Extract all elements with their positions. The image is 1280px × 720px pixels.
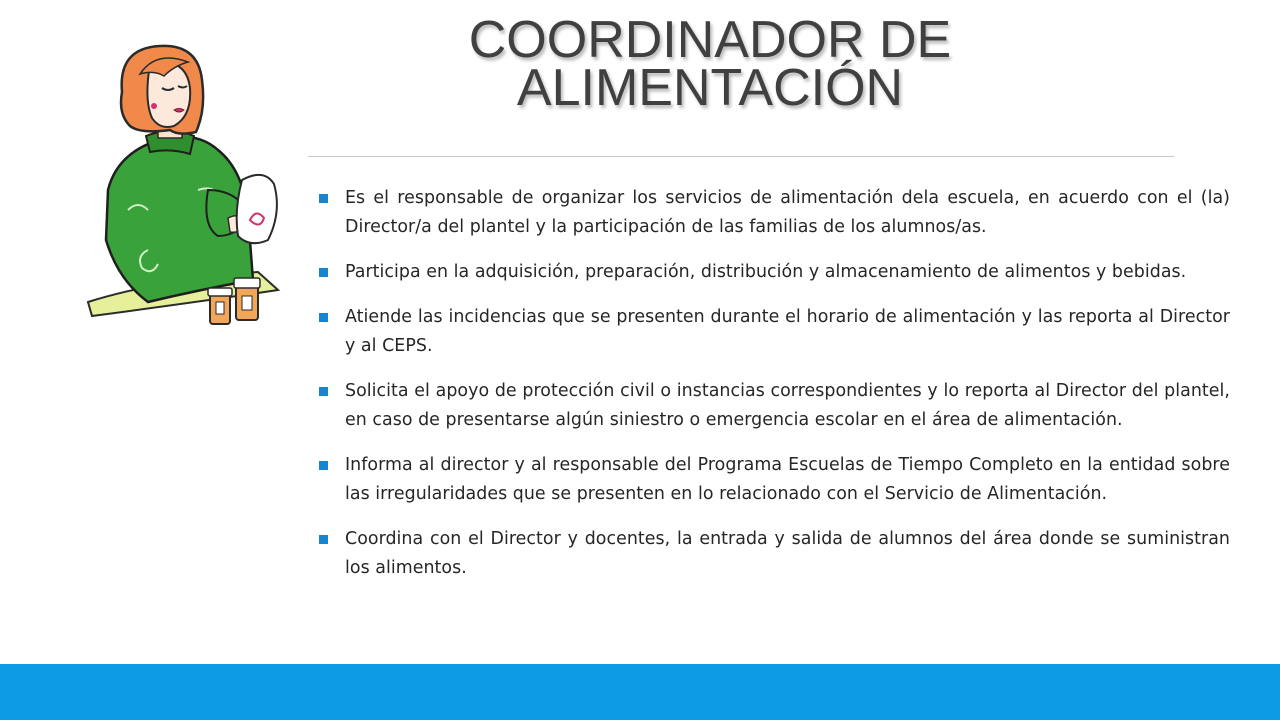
- square-bullet-icon: [319, 535, 328, 544]
- list-item: [318, 525, 1230, 583]
- woman-with-food-jars-illustration: [78, 40, 318, 330]
- list-item-text: Coordina con el Director y docentes, la entrada y salida de alumnos del área donde se suministran los alimentos.: [345, 529, 1230, 578]
- list-item: [318, 258, 1230, 287]
- square-bullet-icon: [319, 268, 328, 277]
- list-item: [318, 303, 1230, 361]
- footer-band: [0, 664, 1280, 720]
- square-bullet-icon: [319, 313, 328, 322]
- list-item: [318, 451, 1230, 509]
- page-title: [300, 11, 1120, 117]
- square-bullet-icon: [319, 387, 328, 396]
- list-item-text: Solicita el apoyo de protección civil o instancias correspondientes y lo reporta al Director del plantel, en caso de presentarse algún siniestro o emergencia escolar en el área de alimentación.: [345, 381, 1230, 430]
- list-item-text: Es el responsable de organizar los servicios de alimentación dela escuela, en acuerdo con el (la) Director/a del plantel y la participación de las familias de los alumnos/as.: [345, 188, 1230, 237]
- list-item: [318, 184, 1230, 242]
- responsibilities-list: [318, 184, 1230, 599]
- square-bullet-icon: [319, 194, 328, 203]
- list-item: [318, 377, 1230, 435]
- title-line-1: COORDINADOR DE: [468, 11, 952, 69]
- list-item-text: Informa al director y al responsable del Programa Escuelas de Tiempo Completo en la entidad sobre las irregularidades que se presenten en lo relacionado con el Servicio de Alimentación.: [345, 455, 1230, 504]
- square-bullet-icon: [319, 461, 328, 470]
- list-item-text: Participa en la adquisición, preparación, distribución y almacenamiento de alimentos y bebidas.: [345, 262, 1187, 282]
- list-item-text: Atiende las incidencias que se presenten durante el horario de alimentación y las reporta al Director y al CEPS.: [345, 307, 1230, 356]
- title-divider: [308, 156, 1174, 157]
- title-line-2: ALIMENTACIÓN: [516, 59, 904, 117]
